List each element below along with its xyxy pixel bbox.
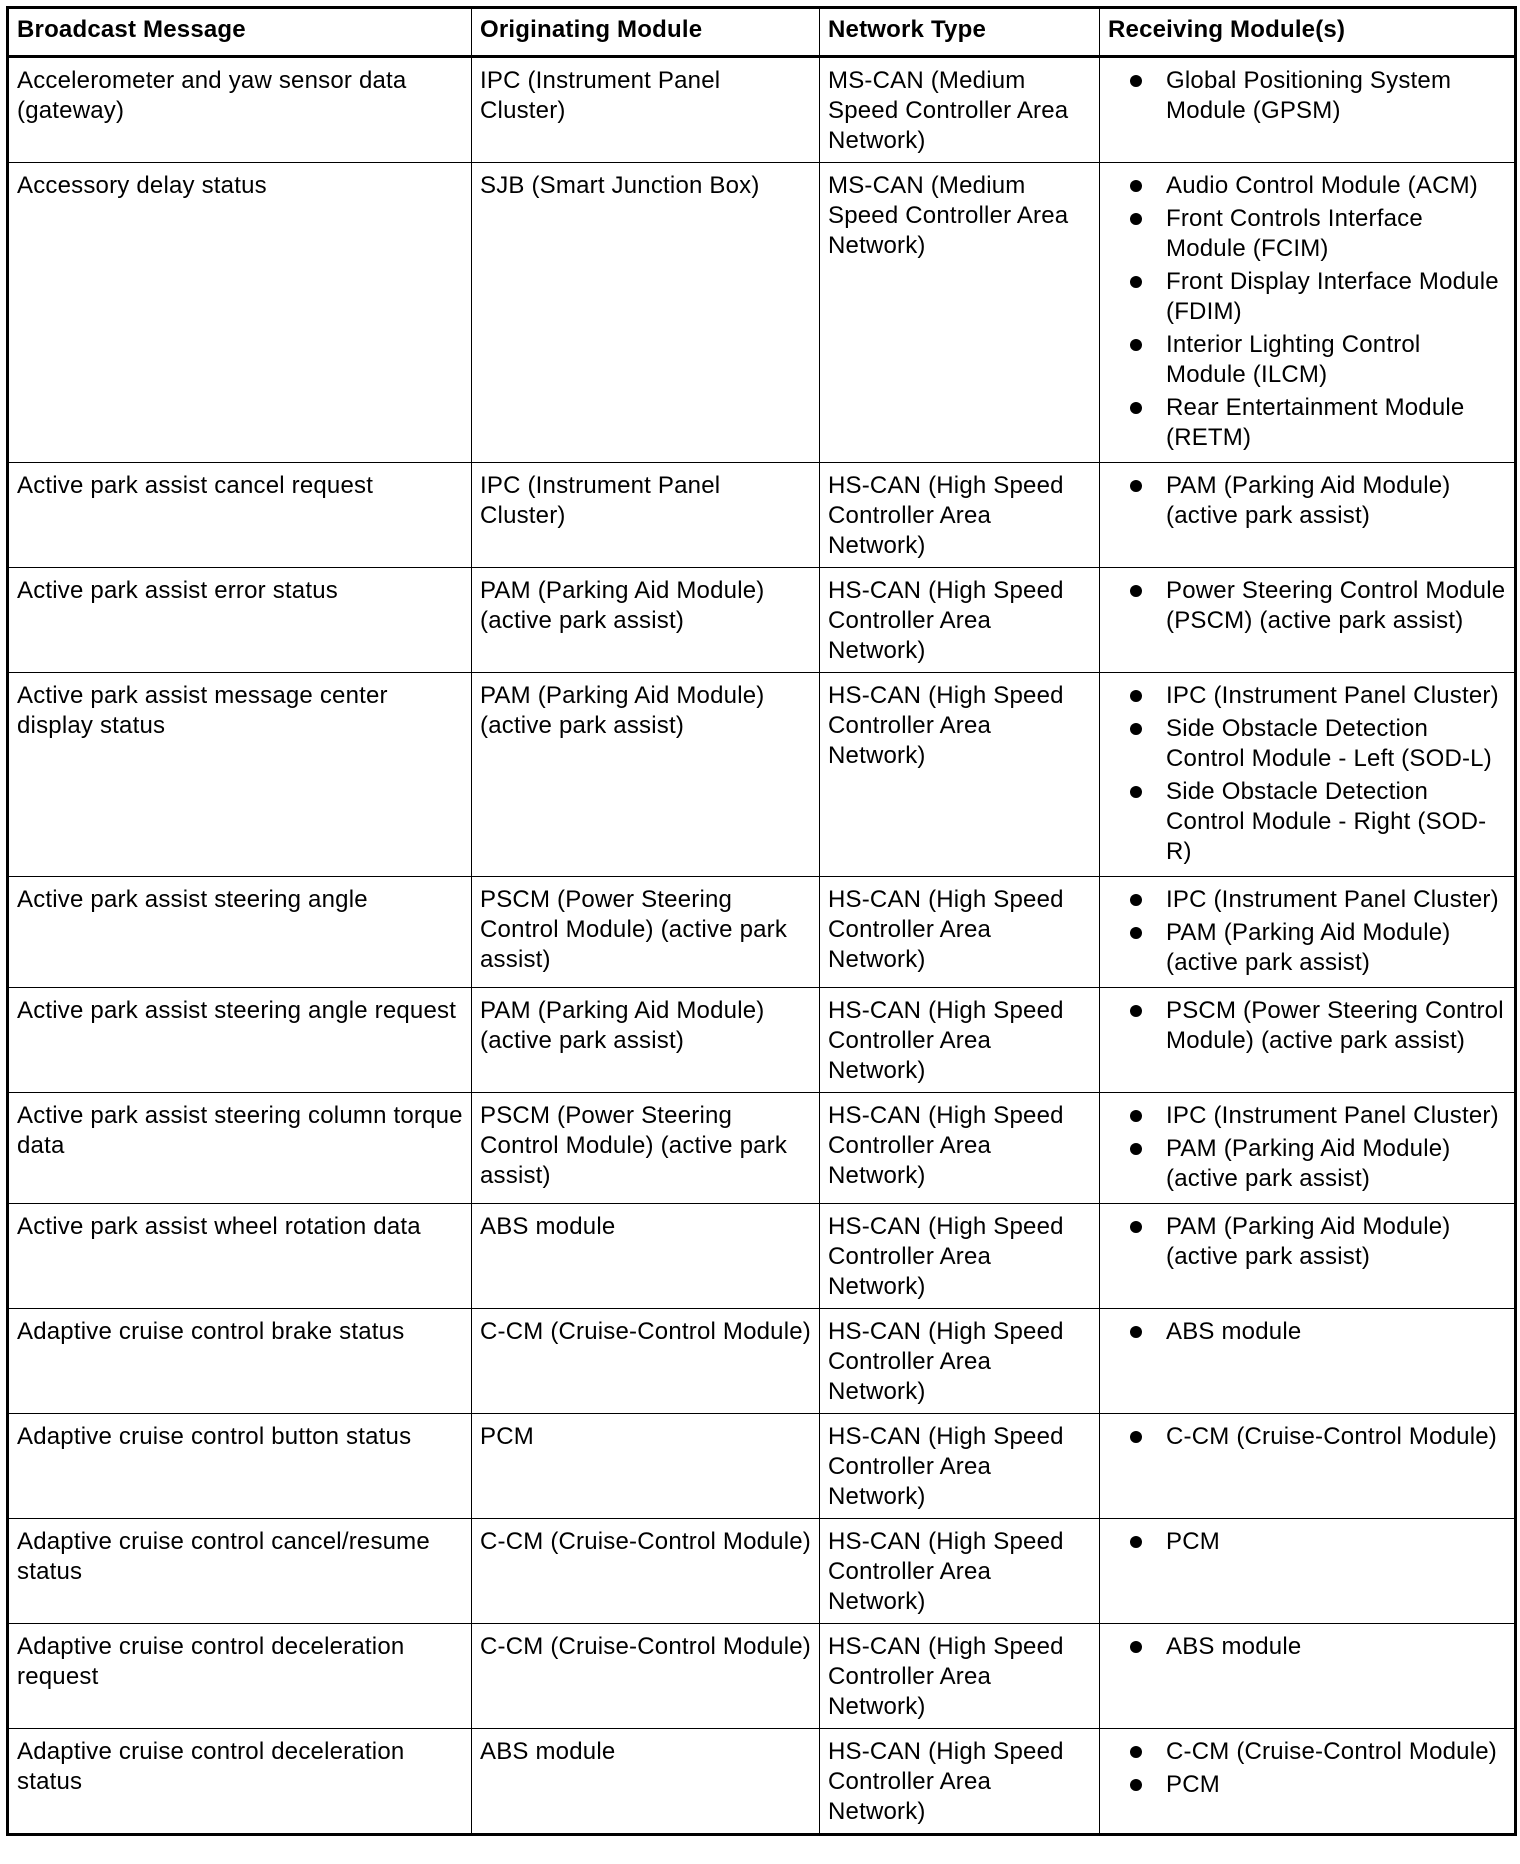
receiving-module-label: C-CM (Cruise-Control Module) [1166, 1423, 1497, 1450]
receiving-modules-cell [1100, 1309, 1516, 1414]
broadcast-message-cell: Active park assist cancel request [8, 463, 472, 568]
originating-module-cell: PCM [472, 1414, 820, 1519]
receiving-module-label: ABS module [1166, 1633, 1302, 1660]
broadcast-message-cell: Adaptive cruise control deceleration status [8, 1729, 472, 1835]
bullet-icon [1130, 1221, 1142, 1233]
bullet-icon [1130, 480, 1142, 492]
originating-module-cell: PAM (Parking Aid Module) (active park assist) [472, 568, 820, 673]
table-row [8, 988, 1516, 1093]
network-type-cell: HS-CAN (High Speed Controller Area Network) [820, 1204, 1100, 1309]
list-item [1108, 1737, 1506, 1767]
receiving-modules-list [1108, 1632, 1506, 1662]
table-row [8, 1093, 1516, 1204]
receiving-module-label: Interior Lighting Control Module (ILCM) [1166, 331, 1421, 388]
originating-module-cell: C-CM (Cruise-Control Module) [472, 1624, 820, 1729]
list-item [1108, 777, 1506, 867]
table-row [8, 1519, 1516, 1624]
bullet-icon [1130, 723, 1142, 735]
receiving-modules-list [1108, 1737, 1506, 1800]
originating-module-cell: ABS module [472, 1204, 820, 1309]
list-item [1108, 1212, 1506, 1272]
table-row [8, 1204, 1516, 1309]
receiving-modules-list [1108, 885, 1506, 978]
receiving-modules-list [1108, 1212, 1506, 1272]
receiving-modules-cell [1100, 1519, 1516, 1624]
receiving-modules-cell [1100, 877, 1516, 988]
bullet-icon [1130, 786, 1142, 798]
receiving-modules-list [1108, 1101, 1506, 1194]
bullet-icon [1130, 1431, 1142, 1443]
receiving-module-label: PCM [1166, 1771, 1220, 1798]
receiving-module-label: C-CM (Cruise-Control Module) [1166, 1738, 1497, 1765]
broadcast-message-cell: Adaptive cruise control cancel/resume status [8, 1519, 472, 1624]
receiving-modules-list [1108, 681, 1506, 867]
table-row [8, 1624, 1516, 1729]
originating-module-cell: ABS module [472, 1729, 820, 1835]
receiving-module-label: IPC (Instrument Panel Cluster) [1166, 886, 1499, 913]
receiving-modules-list [1108, 576, 1506, 636]
broadcast-message-cell: Active park assist steering column torque data [8, 1093, 472, 1204]
originating-module-cell: PAM (Parking Aid Module) (active park assist) [472, 673, 820, 877]
list-item [1108, 1632, 1506, 1662]
receiving-module-label: PAM (Parking Aid Module) (active park assist) [1166, 1135, 1451, 1192]
receiving-modules-cell [1100, 1414, 1516, 1519]
table-row [8, 163, 1516, 463]
network-type-cell: HS-CAN (High Speed Controller Area Network) [820, 988, 1100, 1093]
bullet-icon [1130, 75, 1142, 87]
bullet-icon [1130, 1779, 1142, 1791]
receiving-module-label: Rear Entertainment Module (RETM) [1166, 394, 1465, 451]
broadcast-message-table [6, 6, 1517, 1836]
network-type-cell: HS-CAN (High Speed Controller Area Network) [820, 1729, 1100, 1835]
receiving-modules-cell [1100, 568, 1516, 673]
list-item [1108, 918, 1506, 978]
bullet-icon [1130, 894, 1142, 906]
bullet-icon [1130, 1641, 1142, 1653]
table-row [8, 1729, 1516, 1835]
network-type-cell: MS-CAN (Medium Speed Controller Area Network) [820, 57, 1100, 163]
broadcast-message-cell: Adaptive cruise control button status [8, 1414, 472, 1519]
receiving-module-label: Global Positioning System Module (GPSM) [1166, 67, 1452, 124]
receiving-module-label: Audio Control Module (ACM) [1166, 172, 1478, 199]
broadcast-message-cell: Active park assist error status [8, 568, 472, 673]
bullet-icon [1130, 339, 1142, 351]
receiving-modules-list [1108, 1422, 1506, 1452]
bullet-icon [1130, 690, 1142, 702]
list-item [1108, 714, 1506, 774]
receiving-module-label: PAM (Parking Aid Module) (active park assist) [1166, 919, 1451, 976]
network-type-cell: HS-CAN (High Speed Controller Area Network) [820, 1093, 1100, 1204]
receiving-module-label: IPC (Instrument Panel Cluster) [1166, 682, 1499, 709]
originating-module-cell: C-CM (Cruise-Control Module) [472, 1519, 820, 1624]
originating-module-cell: IPC (Instrument Panel Cluster) [472, 57, 820, 163]
receiving-modules-cell [1100, 1624, 1516, 1729]
originating-module-cell: SJB (Smart Junction Box) [472, 163, 820, 463]
broadcast-message-cell: Active park assist wheel rotation data [8, 1204, 472, 1309]
list-item [1108, 204, 1506, 264]
broadcast-message-cell: Accessory delay status [8, 163, 472, 463]
list-item [1108, 1422, 1506, 1452]
receiving-modules-list [1108, 1317, 1506, 1347]
bullet-icon [1130, 585, 1142, 597]
receiving-modules-cell [1100, 1093, 1516, 1204]
table-row [8, 568, 1516, 673]
originating-module-cell: PSCM (Power Steering Control Module) (active park assist) [472, 1093, 820, 1204]
network-type-cell: HS-CAN (High Speed Controller Area Network) [820, 877, 1100, 988]
receiving-module-label: Power Steering Control Module (PSCM) (active park assist) [1166, 577, 1506, 634]
receiving-module-label: Front Display Interface Module (FDIM) [1166, 268, 1499, 325]
table-row [8, 673, 1516, 877]
receiving-modules-cell [1100, 1729, 1516, 1835]
network-type-cell: HS-CAN (High Speed Controller Area Network) [820, 463, 1100, 568]
bullet-icon [1130, 927, 1142, 939]
receiving-modules-cell [1100, 673, 1516, 877]
table-body [8, 57, 1516, 1835]
receiving-module-label: PCM [1166, 1528, 1220, 1555]
list-item [1108, 471, 1506, 531]
list-item [1108, 1134, 1506, 1194]
list-item [1108, 1527, 1506, 1557]
list-item [1108, 681, 1506, 711]
bullet-icon [1130, 1326, 1142, 1338]
broadcast-message-cell: Adaptive cruise control brake status [8, 1309, 472, 1414]
receiving-modules-list [1108, 471, 1506, 531]
table-row [8, 1309, 1516, 1414]
list-item [1108, 393, 1506, 453]
table-header [8, 8, 1516, 57]
originating-module-cell: PAM (Parking Aid Module) (active park assist) [472, 988, 820, 1093]
bullet-icon [1130, 276, 1142, 288]
bullet-icon [1130, 402, 1142, 414]
list-item [1108, 1770, 1506, 1800]
list-item [1108, 1101, 1506, 1131]
broadcast-message-cell: Adaptive cruise control deceleration request [8, 1624, 472, 1729]
header-network-type: Network Type [820, 8, 1100, 57]
broadcast-message-cell: Active park assist steering angle [8, 877, 472, 988]
network-type-cell: HS-CAN (High Speed Controller Area Network) [820, 1309, 1100, 1414]
receiving-modules-cell [1100, 1204, 1516, 1309]
bullet-icon [1130, 213, 1142, 225]
receiving-modules-cell [1100, 163, 1516, 463]
table-row [8, 463, 1516, 568]
receiving-module-label: ABS module [1166, 1318, 1302, 1345]
network-type-cell: MS-CAN (Medium Speed Controller Area Network) [820, 163, 1100, 463]
table-row [8, 877, 1516, 988]
receiving-module-label: Side Obstacle Detection Control Module - Right (SOD-R) [1166, 778, 1487, 865]
list-item [1108, 267, 1506, 327]
list-item [1108, 576, 1506, 636]
broadcast-message-cell: Accelerometer and yaw sensor data (gateway) [8, 57, 472, 163]
bullet-icon [1130, 1005, 1142, 1017]
receiving-module-label: Side Obstacle Detection Control Module - Left (SOD-L) [1166, 715, 1492, 772]
receiving-module-label: Front Controls Interface Module (FCIM) [1166, 205, 1423, 262]
receiving-modules-cell [1100, 988, 1516, 1093]
bullet-icon [1130, 1746, 1142, 1758]
list-item [1108, 330, 1506, 390]
header-receiving-modules: Receiving Module(s) [1100, 8, 1516, 57]
receiving-module-label: IPC (Instrument Panel Cluster) [1166, 1102, 1499, 1129]
receiving-modules-list [1108, 66, 1506, 126]
receiving-modules-cell [1100, 463, 1516, 568]
originating-module-cell: IPC (Instrument Panel Cluster) [472, 463, 820, 568]
originating-module-cell: C-CM (Cruise-Control Module) [472, 1309, 820, 1414]
receiving-modules-list [1108, 996, 1506, 1056]
bullet-icon [1130, 1110, 1142, 1122]
receiving-module-label: PSCM (Power Steering Control Module) (active park assist) [1166, 997, 1504, 1054]
list-item [1108, 885, 1506, 915]
bullet-icon [1130, 180, 1142, 192]
receiving-modules-cell [1100, 57, 1516, 163]
header-originating-module: Originating Module [472, 8, 820, 57]
network-type-cell: HS-CAN (High Speed Controller Area Network) [820, 568, 1100, 673]
receiving-module-label: PAM (Parking Aid Module) (active park assist) [1166, 472, 1451, 529]
list-item [1108, 996, 1506, 1056]
list-item [1108, 66, 1506, 126]
header-broadcast-message: Broadcast Message [8, 8, 472, 57]
table-row [8, 57, 1516, 163]
header-row [8, 8, 1516, 57]
receiving-modules-list [1108, 171, 1506, 453]
originating-module-cell: PSCM (Power Steering Control Module) (active park assist) [472, 877, 820, 988]
bullet-icon [1130, 1536, 1142, 1548]
receiving-modules-list [1108, 1527, 1506, 1557]
broadcast-message-cell: Active park assist message center display status [8, 673, 472, 877]
network-type-cell: HS-CAN (High Speed Controller Area Network) [820, 1624, 1100, 1729]
network-type-cell: HS-CAN (High Speed Controller Area Network) [820, 1519, 1100, 1624]
receiving-module-label: PAM (Parking Aid Module) (active park assist) [1166, 1213, 1451, 1270]
network-type-cell: HS-CAN (High Speed Controller Area Network) [820, 673, 1100, 877]
list-item [1108, 1317, 1506, 1347]
network-type-cell: HS-CAN (High Speed Controller Area Network) [820, 1414, 1100, 1519]
broadcast-message-cell: Active park assist steering angle request [8, 988, 472, 1093]
list-item [1108, 171, 1506, 201]
bullet-icon [1130, 1143, 1142, 1155]
table-row [8, 1414, 1516, 1519]
